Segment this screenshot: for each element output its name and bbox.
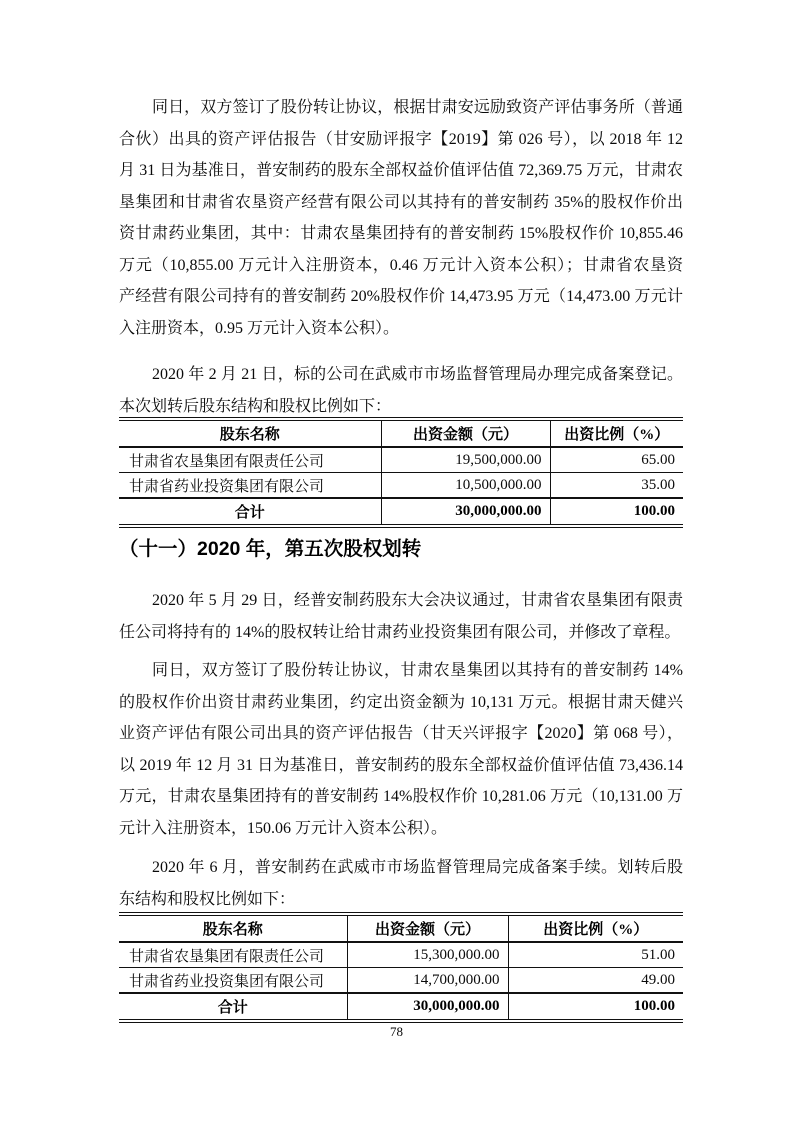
text-line: 合伙）出具的资产评估报告（甘安励评报字【2019】第 026 号），以 2018 年 12 [119, 130, 683, 148]
text-line: 元计入注册资本，150.06 万元计入资本公积）。 [119, 819, 448, 837]
table-body [119, 447, 683, 524]
header-capital-ratio: 出资比例（%） [508, 916, 683, 942]
capital-ratio-cell: 65.00 [550, 447, 683, 473]
table-row [119, 473, 683, 499]
text-line: 垦集团和甘肃省农垦资产经营有限公司以其持有的普安制药 35%的股权作价出 [119, 193, 683, 211]
capital-amount-cell: 15,300,000.00 [347, 942, 508, 968]
text-line: 同日，双方签订了股份转让协议，甘肃农垦集团以其持有的普安制药 14% [152, 662, 683, 679]
shareholder-name-cell: 甘肃省农垦集团有限责任公司 [119, 447, 381, 473]
shareholder-table-after-fifth-transfer [119, 912, 683, 1023]
shareholder-name-cell: 甘肃省药业投资集团有限公司 [119, 968, 347, 994]
capital-ratio-cell: 49.00 [508, 968, 683, 994]
capital-ratio-cell: 51.00 [508, 942, 683, 968]
text-line: 本次划转后股东结构和股权比例如下： [119, 397, 392, 415]
text-line: 2020 年 5 月 29 日，经普安制药股东大会决议通过，甘肃省农垦集团有限责 [152, 592, 683, 609]
text-line: 2020 年 2 月 21 日，标的公司在武威市市场监督管理局办理完成备案登记。 [152, 366, 683, 383]
text-line: 入注册资本，0.95 万元计入资本公积）。 [119, 319, 400, 337]
shareholder-table-1 [119, 421, 683, 524]
capital-amount-cell: 19,500,000.00 [381, 447, 550, 473]
paragraph-resolution-2020-05-29 [119, 585, 683, 648]
header-capital-amount: 出资金额（元） [381, 421, 550, 447]
text-line: 万元（10,855.00 万元计入注册资本，0.46 万元计入资本公积）；甘肃省农垦资 [119, 256, 683, 274]
section-heading-eleventh: （十一）2020 年，第五次股权划转 [119, 538, 422, 560]
capital-amount-cell: 14,700,000.00 [347, 968, 508, 994]
text-line: 产经营有限公司持有的普安制药 20%股权作价 14,473.95 万元（14,473.00 万元计 [119, 288, 683, 305]
total-label-cell: 合计 [234, 505, 265, 521]
table-total-row [119, 993, 683, 1019]
header-capital-ratio: 出资比例（%） [550, 421, 683, 447]
text-line: 业资产评估有限公司出具的资产评估报告（甘天兴评报字【2020】第 068 号）， [119, 725, 683, 742]
total-ratio-cell: 100.00 [550, 498, 683, 524]
capital-ratio-cell: 35.00 [550, 473, 683, 499]
paragraph-registration-2020-02-21 [119, 359, 683, 422]
total-amount-cell: 30,000,000.00 [347, 993, 508, 1019]
shareholder-name-cell: 甘肃省药业投资集团有限公司 [119, 473, 381, 499]
table-total-row [119, 498, 683, 524]
text-line: 同日，双方签订了股份转让协议，根据甘肃安远励致资产评估事务所（普通 [152, 99, 683, 116]
text-line: 资甘肃药业集团，其中：甘肃农垦集团持有的普安制药 15%股权作价 10,855.46 [119, 225, 683, 242]
shareholder-table-2 [119, 916, 683, 1019]
header-shareholder-name: 股东名称 [119, 421, 381, 447]
capital-amount-cell: 10,500,000.00 [381, 473, 550, 499]
text-line: 东结构和股权比例如下： [119, 890, 296, 908]
header-row [119, 421, 683, 447]
shareholder-table-after-fourth-transfer [119, 417, 683, 528]
table-body [119, 942, 683, 1019]
paragraph-share-transfer-agreement-2020 [119, 655, 683, 844]
text-line: 任公司将持有的 14%的股权转让给甘肃药业投资集团有限公司，并修改了章程。 [119, 623, 681, 641]
paragraph-registration-2020-06 [119, 852, 683, 915]
text-line: 万元，甘肃农垦集团持有的普安制药 14%股权作价 10,281.06 万元（10,131.00 万 [119, 788, 683, 805]
total-ratio-cell: 100.00 [508, 993, 683, 1019]
table-row [119, 447, 683, 473]
table-row [119, 942, 683, 968]
table-header [119, 421, 683, 447]
text-line: 以 2019 年 12 月 31 日为基准日，普安制药的股东全部权益价值评估值 73,436.14 [119, 756, 683, 774]
paragraph-share-transfer-agreement-2019 [119, 92, 683, 344]
total-amount-cell: 30,000,000.00 [381, 498, 550, 524]
header-row [119, 916, 683, 942]
header-capital-amount: 出资金额（元） [347, 916, 508, 942]
text-line: 的股权作价出资甘肃药业集团，约定出资金额为 10,131 万元。根据甘肃天健兴 [119, 693, 683, 711]
page-number: 78 [390, 1024, 403, 1039]
text-line: 月 31 日为基准日，普安制药的股东全部权益价值评估值 72,369.75 万元，甘肃农 [119, 162, 683, 179]
table-row [119, 968, 683, 994]
text-line: 2020 年 6 月，普安制药在武威市市场监督管理局完成备案手续。划转后股 [152, 859, 683, 876]
table-header [119, 916, 683, 942]
shareholder-name-cell: 甘肃省农垦集团有限责任公司 [119, 942, 347, 968]
total-label-cell: 合计 [217, 1000, 248, 1016]
header-shareholder-name: 股东名称 [119, 916, 347, 942]
